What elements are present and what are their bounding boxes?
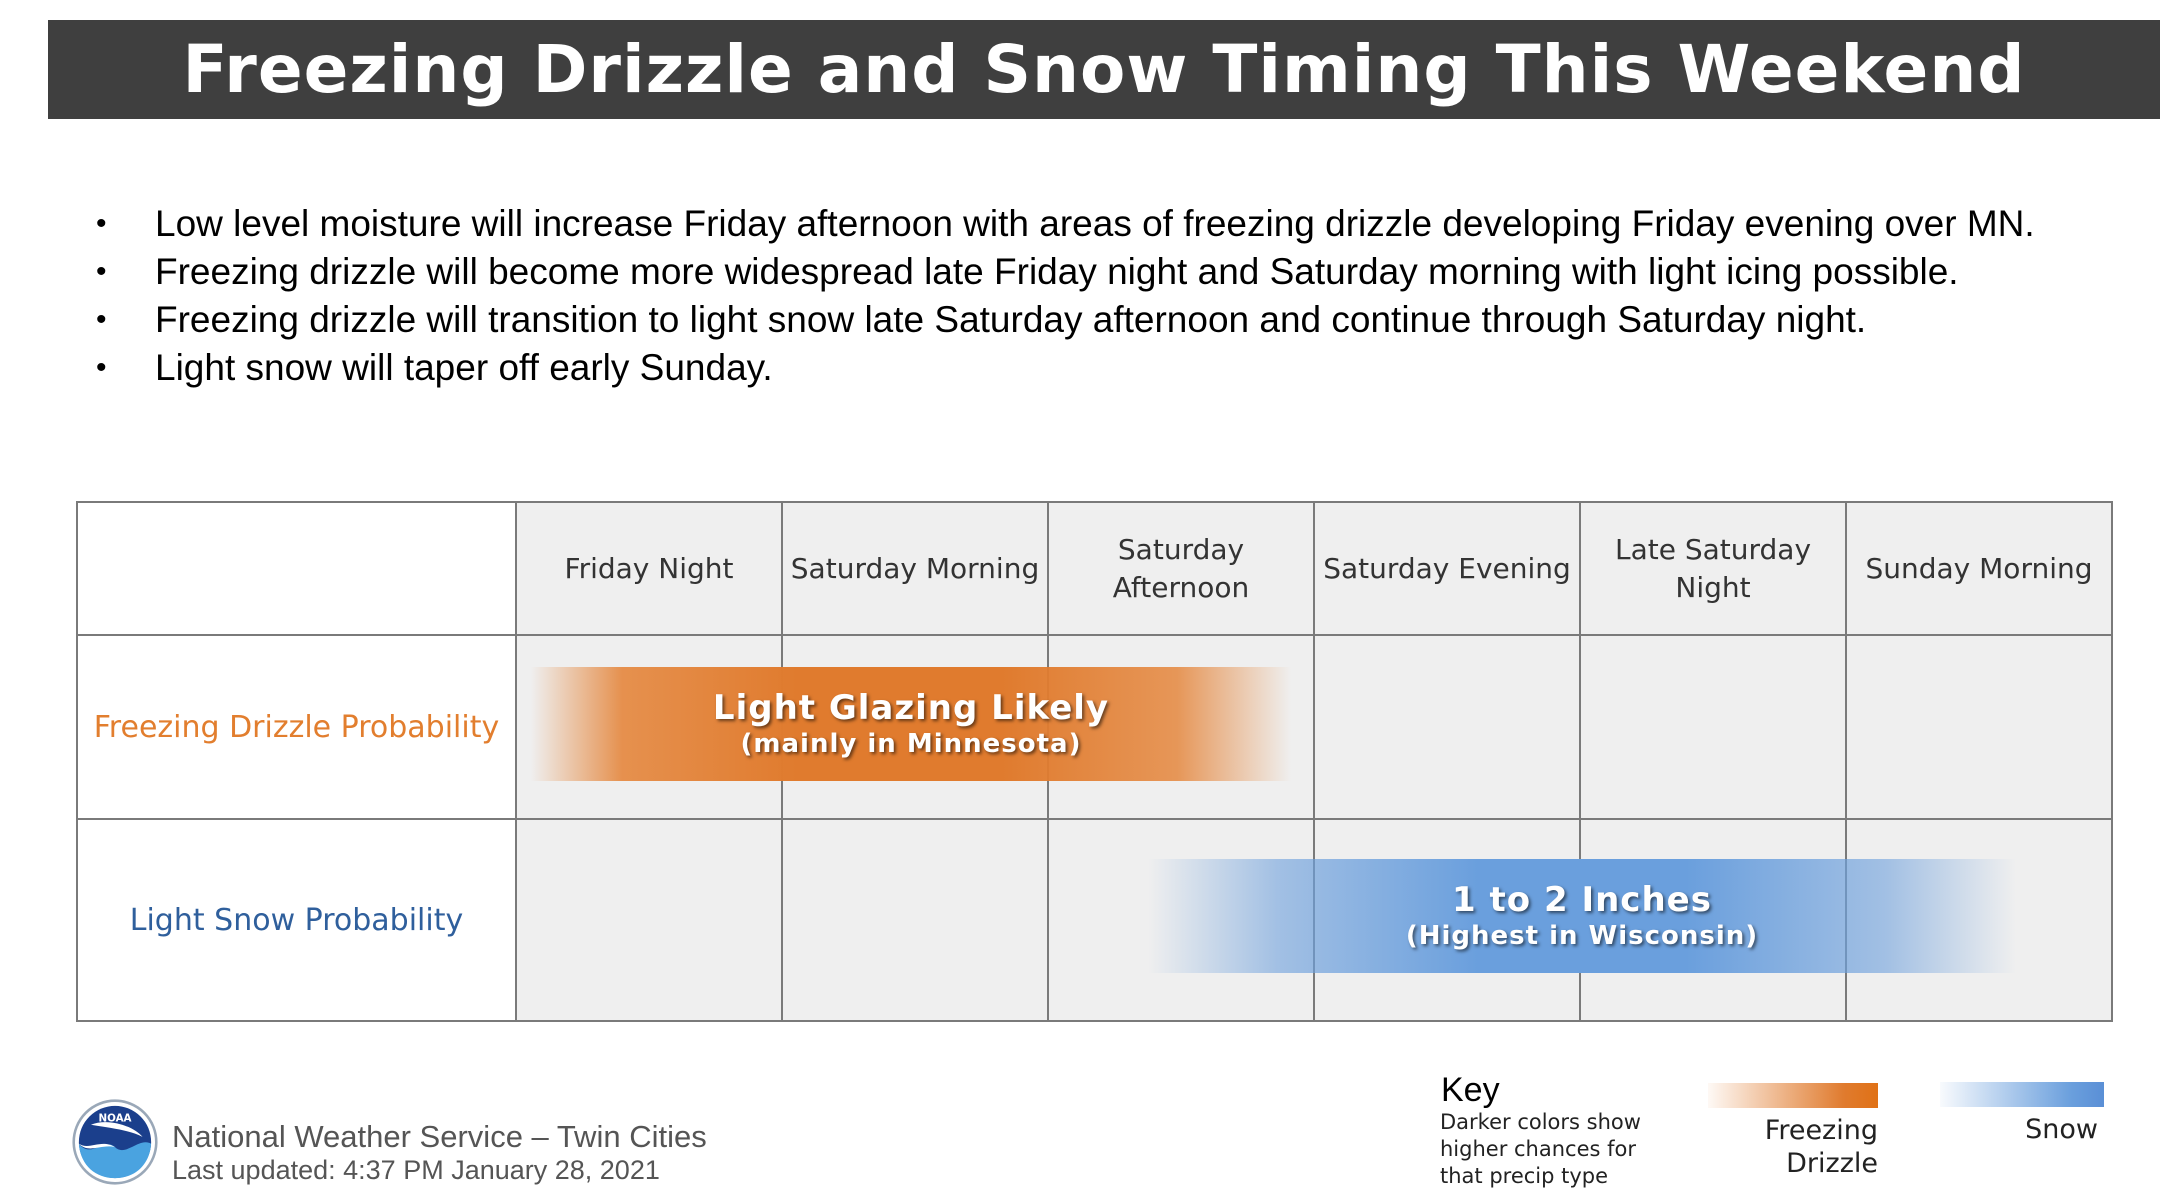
row-label-light-snow: Light Snow Probability	[77, 819, 516, 1021]
bullet-icon: •	[96, 207, 107, 240]
freezing-drizzle-band-title: Light Glazing Likely	[712, 688, 1110, 728]
noaa-logo-icon	[72, 1099, 158, 1185]
table-cell	[1580, 635, 1846, 819]
light-snow-band-subtitle: (Highest in Wisconsin)	[1405, 921, 1759, 951]
row-label-freezing-drizzle: Freezing Drizzle Probability	[77, 635, 516, 819]
column-header-saturday-afternoon: Saturday Afternoon	[1048, 502, 1314, 635]
key-label-snow: Snow	[2025, 1114, 2098, 1145]
footer-last-updated: Last updated: 4:37 PM January 28, 2021	[172, 1155, 660, 1185]
bullet-icon: •	[96, 255, 107, 288]
title-bar	[48, 20, 2160, 119]
light-snow-band-title: 1 to 2 Inches	[1452, 880, 1712, 920]
key-label-freezing-drizzle: Freezing Drizzle	[1764, 1115, 1878, 1179]
noaa-logo-text: NOAA	[98, 1112, 132, 1125]
table-cell	[516, 819, 782, 1021]
footer-organization: National Weather Service – Twin Cities	[172, 1119, 707, 1154]
table-header-row	[77, 502, 2112, 635]
bullet-item: • Freezing drizzle will transition to light snow late Saturday afternoon and continue through Saturday night.	[90, 296, 2100, 344]
page-title: Freezing Drizzle and Snow Timing This Weekend	[182, 31, 2026, 108]
table-cell	[1846, 635, 2112, 819]
freezing-drizzle-band-subtitle: (mainly in Minnesota)	[740, 729, 1082, 759]
key-swatch-freezing-drizzle	[1708, 1083, 1878, 1108]
bullet-item: • Low level moisture will increase Friday afternoon with areas of freezing drizzle developing Friday evening over MN.	[90, 200, 2100, 248]
table-cell	[1314, 635, 1580, 819]
bullet-icon: •	[96, 351, 107, 384]
freezing-drizzle-band	[531, 667, 1291, 781]
bullet-item: • Freezing drizzle will become more widespread late Friday night and Saturday morning with light icing possible.	[90, 248, 2100, 296]
key-swatch-snow	[1940, 1082, 2104, 1107]
column-header-sunday-morning: Sunday Morning	[1846, 502, 2112, 635]
column-header-late-saturday-night: Late Saturday Night	[1580, 502, 1846, 635]
key-description: Darker colors show higher chances for that precip type	[1440, 1110, 1641, 1188]
table-corner-cell	[77, 502, 516, 635]
bullet-item: • Light snow will taper off early Sunday.	[90, 344, 2100, 392]
bullet-list	[90, 200, 2100, 392]
light-snow-band	[1148, 859, 2016, 973]
table-cell	[782, 819, 1048, 1021]
key-title: Key	[1441, 1071, 1500, 1109]
column-header-friday-night: Friday Night	[516, 502, 782, 635]
bullet-icon: •	[96, 303, 107, 336]
column-header-saturday-morning: Saturday Morning	[782, 502, 1048, 635]
column-header-saturday-evening: Saturday Evening	[1314, 502, 1580, 635]
